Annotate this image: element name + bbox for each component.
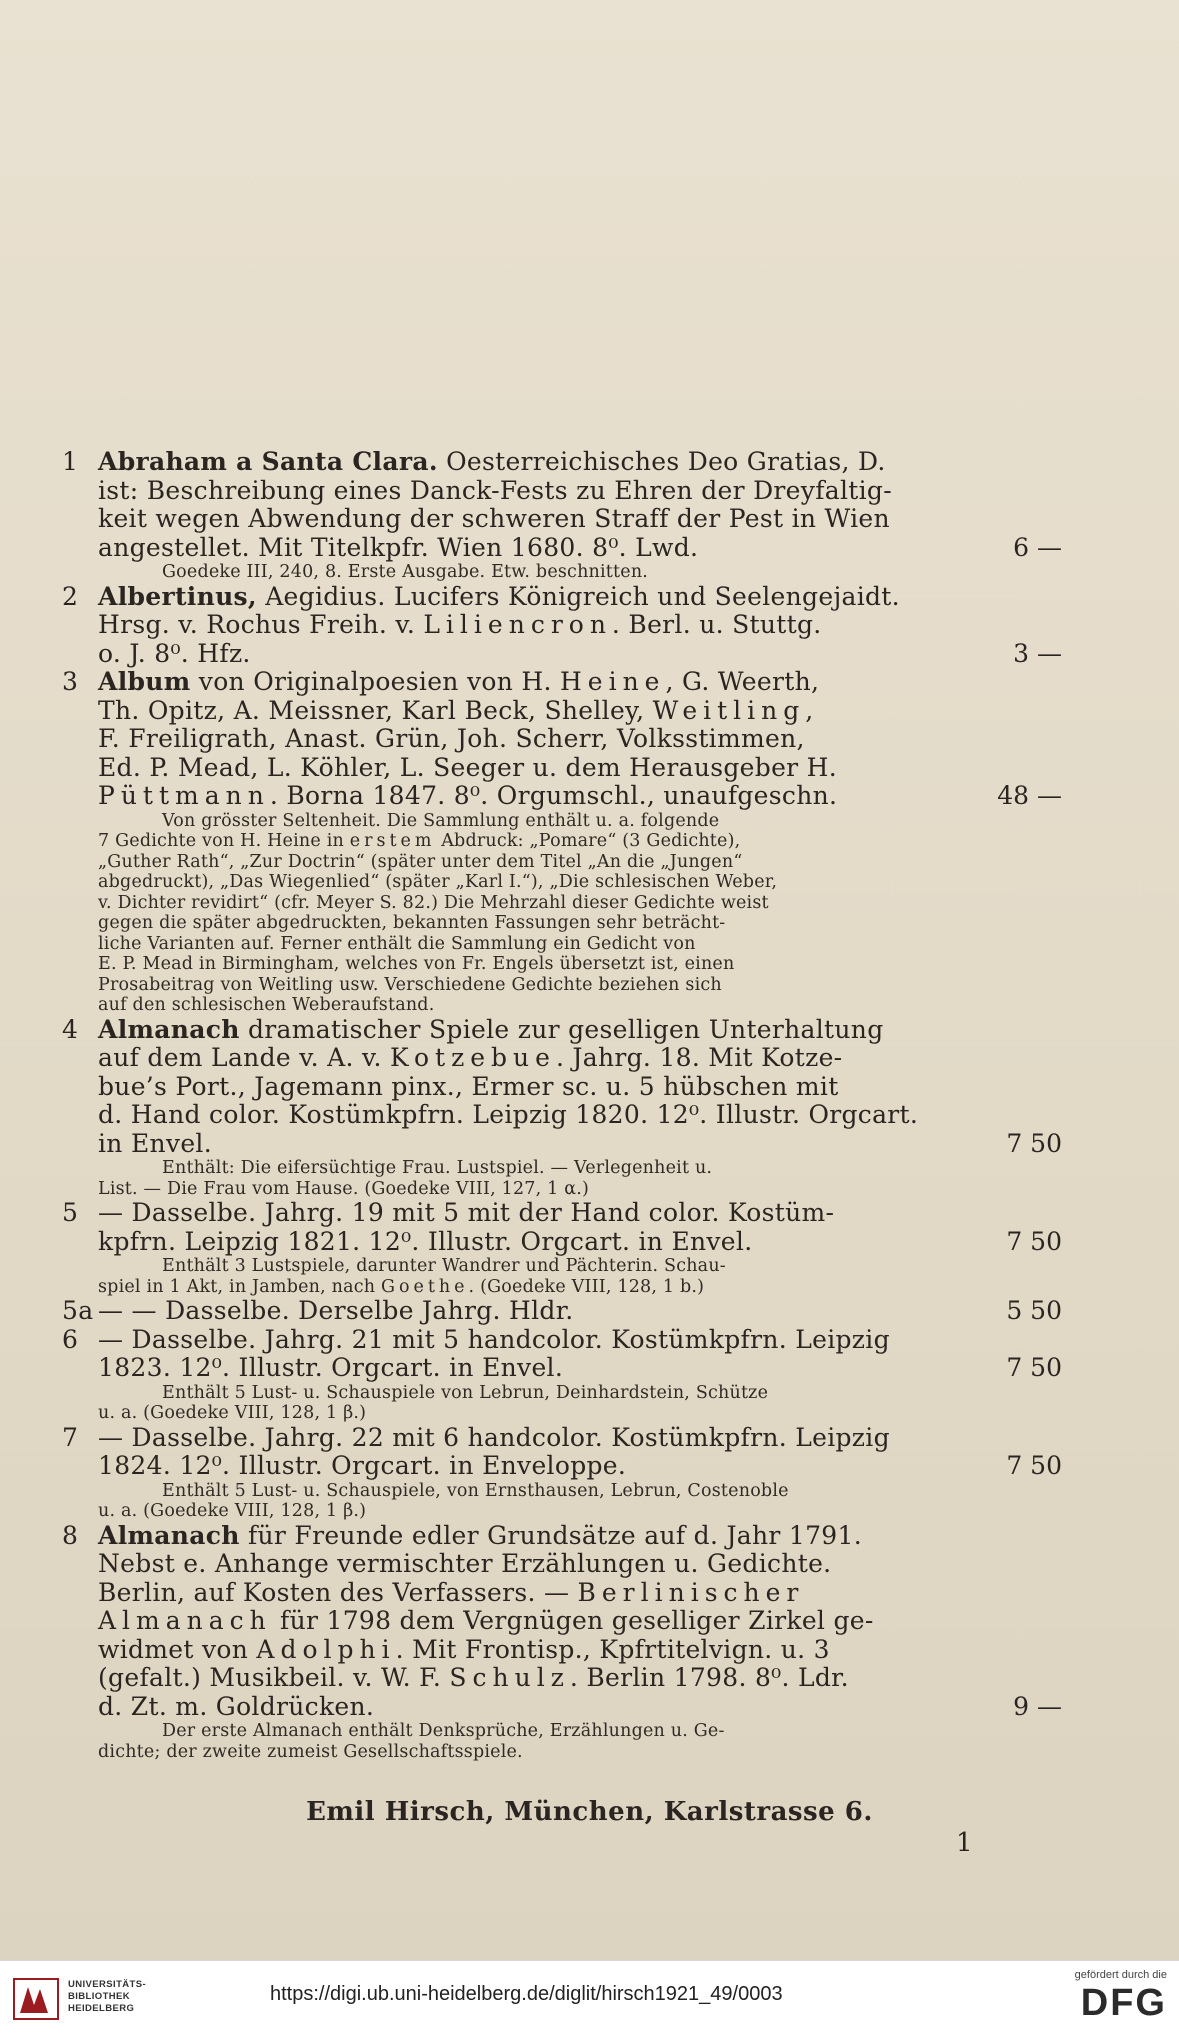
entry-note: Enthält 5 Lust- u. Schauspiele von Lebrun, Deinhardstein, Schütze u. a. (Goedeke VIII, 128, 1 β.)	[98, 1382, 769, 1423]
spaced-name: Püttmann	[98, 781, 270, 810]
entry-note: Enthält: Die eifersüchtige Frau. Lustspiel. — Verlegenheit u. List. — Die Frau vom Hause. (Goedeke VIII, 127, 1 α.)	[98, 1158, 713, 1199]
catalog-entry	[62, 1326, 1062, 1383]
catalog-entry	[62, 1199, 1062, 1256]
catalog-entry	[62, 583, 1062, 669]
permalink-url[interactable]: https://digi.ub.uni-heidelberg.de/diglit/hirsch1921_49/0003	[270, 1983, 783, 2005]
entry-note: Enthält 5 Lust- u. Schauspiele, von Ernsthausen, Lebrun, Costenoble u. a. (Goedeke VIII, 128, 1 β.)	[98, 1480, 789, 1521]
entry-heading: Album	[98, 667, 191, 696]
catalog-entry	[62, 1297, 1062, 1326]
catalog-entry	[62, 668, 1062, 811]
page-number: 1	[956, 1828, 973, 1858]
spaced-name: Kotzebue	[389, 1043, 556, 1072]
entry-heading: Albertinus,	[98, 581, 257, 611]
entry-number: 2	[62, 581, 79, 611]
spaced-name: Almanach	[98, 1606, 272, 1635]
viewer-footer-bar	[0, 1960, 1179, 2037]
entry-price: 7 50	[1006, 1128, 1062, 1158]
entry-heading: Almanach	[98, 1014, 240, 1044]
catalog-list	[62, 448, 1062, 1762]
dfg-logo[interactable]	[1027, 1969, 1167, 2029]
library-seal-icon	[12, 1977, 60, 2021]
entry-note: Von grösster Seltenheit. Die Sammlung enthält u. a. folgende 7 Gedichte von H. Heine in erstem Abdruck: „Pomare“ (3 Gedichte), „Guther Rath“, „Zur Doctrin“ (später unter dem Titel „An die „Jungen“ abgedruckt), „Das Wiegenlied“ (später „Karl I.“), „Die schlesischen Weber, v. Dichter revidirt“ (cfr. Meyer S. 82.) Die Mehrzahl dieser Gedichte weist gegen die später abgedruckten, bekannten Fassungen sehr beträcht- liche Varianten auf. Ferner enthält die Sammlung ein Gedicht von E. P. Mead in Birmingham, welches von Fr. Engels übersetzt ist, einen Prosabeitrag von Weitling usw. Verschiedene Gedichte beziehen sich auf den schlesischen Weberaufstand.	[98, 810, 778, 1015]
spaced-name: Berlinischer	[577, 1577, 805, 1607]
catalog-entry	[62, 1424, 1062, 1481]
entry-heading: Abraham a Santa Clara.	[98, 447, 438, 476]
entry-price: 7 50	[1006, 1353, 1062, 1382]
entry-note: Enthält 3 Lustspiele, darunter Wandrer und Pächterin. Schau- spiel in 1 Akt, in Jamben, nach Goethe. (Goedeke VIII, 128, 1 b.)	[98, 1256, 726, 1297]
entry-price: 3 —	[1013, 638, 1062, 668]
entry-text: 5 — Dasselbe. Jahrg. 19 mit 5 mit der Hand color. Kostüm- kpfrn. Leipzig 1821. 12⁰. Illustr. Orgcart. in Envel.	[62, 1198, 835, 1256]
publisher-address: Emil Hirsch, München, Karlstrasse 6.	[306, 1797, 873, 1827]
dfg-wordmark: DFG	[1080, 1982, 1167, 2024]
entry-text: 2 Albertinus, Aegidius. Lucifers Königreich und Seelengejaidt. Hrsg. v. Rochus Freih. v. Liliencron. Berl. u. Stuttg. o. J. 8⁰. Hfz.	[62, 581, 900, 668]
spaced-name: Liliencron	[423, 610, 612, 639]
entry-number: 5	[62, 1198, 79, 1227]
catalog-entry	[62, 1522, 1062, 1722]
entry-price: 6 —	[1013, 532, 1062, 562]
entry-number: 8	[62, 1520, 79, 1550]
spaced-name: Adolphi	[256, 1634, 396, 1664]
entry-price: 7 50	[1006, 1226, 1062, 1256]
entry-text: 6 — Dasselbe. Jahrg. 21 mit 5 handcolor. Kostümkpfrn. Leipzig 1823. 12⁰. Illustr. Orgcart. in Envel.	[62, 1324, 890, 1382]
entry-text: 8 Almanach für Freunde edler Grundsätze auf d. Jahr 1791. Nebst e. Anhange vermischter Erzählungen u. Gedichte. Berlin, auf Kosten des Verfassers. — Berlinischer Almanach für 1798 dem Vergnügen geselliger Zirkel ge- widmet von Adolphi. Mit Frontisp., Kpfrtitelvign. u. 3 (gefalt.) Musikbeil. v. W. F. Schulz. Berlin 1798. 8⁰. Ldr. d. Zt. m. Goldrücken.	[62, 1520, 874, 1721]
entry-heading: Almanach	[98, 1520, 240, 1550]
entry-text: 5a — — Dasselbe. Derselbe Jahrg. Hldr.	[62, 1296, 574, 1325]
entry-note: Goedeke III, 240, 8. Erste Ausgabe. Etw. beschnitten.	[162, 562, 649, 582]
catalog-entry	[62, 448, 1062, 562]
entry-text: 7 — Dasselbe. Jahrg. 22 mit 6 handcolor. Kostümkpfrn. Leipzig 1824. 12⁰. Illustr. Orgcart. in Enveloppe.	[62, 1422, 890, 1480]
catalog-entry	[62, 1016, 1062, 1159]
entry-number: 7	[62, 1422, 79, 1452]
entry-price: 48 —	[997, 781, 1062, 810]
entry-note: Der erste Almanach enthält Denksprüche, Erzählungen u. Ge- dichte; der zweite zumeist Gesellschaftsspiele.	[98, 1721, 725, 1762]
funder-caption: gefördert durch die	[1074, 1969, 1167, 1981]
entry-number: 6	[62, 1324, 79, 1354]
spaced-name: Schulz	[449, 1663, 570, 1692]
entry-price: 5 50	[1006, 1296, 1062, 1325]
entry-number: 1	[62, 447, 79, 476]
entry-number: 3	[62, 667, 79, 696]
university-library-logo[interactable]	[12, 1973, 162, 2025]
entry-number: 5a	[62, 1296, 94, 1325]
entry-text: 3 Album von Originalpoesien von H. Heine, G. Weerth, Th. Opitz, A. Meissner, Karl Beck, Shelley, Weitling, F. Freiligrath, Anast. Grün, Joh. Scherr, Volksstimmen, Ed. P. Mead, L. Köhler, L. Seeger u. dem Herausgeber H. Püttmann. Borna 1847. 8⁰. Orgumschl., unaufgeschn.	[62, 667, 838, 810]
entry-number: 4	[62, 1014, 79, 1044]
entry-text: 4 Almanach dramatischer Spiele zur geselligen Unterhaltung auf dem Lande v. A. v. Kotzebue. Jahrg. 18. Mit Kotze- bue’s Port., Jagemann pinx., Ermer sc. u. 5 hübschen mit d. Hand color. Kostümkpfrn. Leipzig 1820. 12⁰. Illustr. Orgcart. in Envel.	[62, 1014, 919, 1158]
entry-price: 7 50	[1006, 1451, 1062, 1480]
entry-text: 1 Abraham a Santa Clara. Oesterreichisches Deo Gratias, D. ist: Beschreibung eines Danck-Fests zu Ehren der Dreyfaltig- keit wegen Abwendung der schweren Straff der Pest in Wien angestellet. Mit Titelkpfr. Wien 1680. 8⁰. Lwd.	[62, 447, 892, 562]
entry-price: 9 —	[1013, 1691, 1062, 1721]
library-logo-text: UNIVERSITÄTS- BIBLIOTHEK HEIDELBERG	[68, 1979, 147, 2014]
spaced-name: Weitling	[652, 695, 806, 725]
spaced-name: Heine	[559, 667, 666, 696]
